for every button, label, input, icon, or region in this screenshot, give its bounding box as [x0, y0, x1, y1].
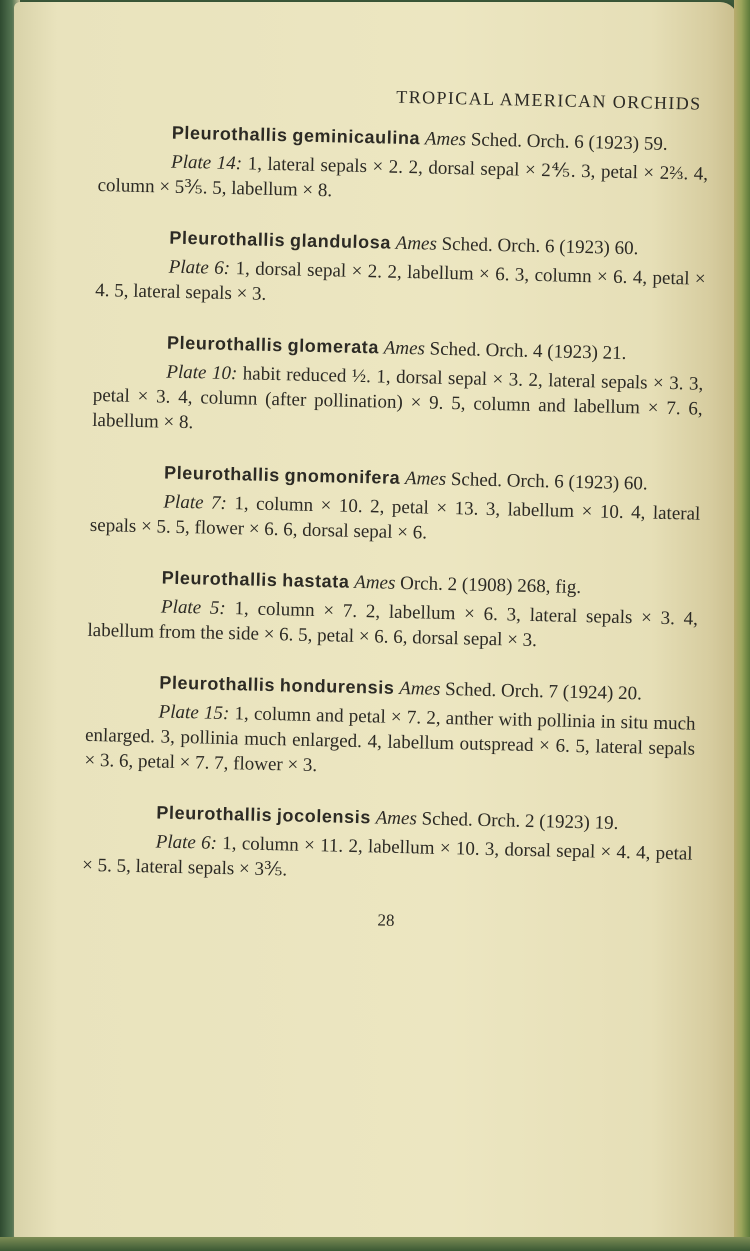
species-epithet: glomerata [287, 335, 380, 358]
species-entry [92, 329, 704, 447]
plate-label: Plate 6: [155, 831, 218, 854]
page-edge-bottom [0, 1237, 750, 1251]
plate-text: 1, lateral sepals × 2. 2, dorsal sepal × 2⅘. 3, petal × 2⅔. 4, column × 5⅗. 5, labellum × 8. [97, 153, 709, 202]
citation: Sched. Orch. 6 (1923) 59. [470, 129, 668, 155]
author-name: Ames [383, 337, 426, 360]
page-number: 28 [377, 910, 395, 930]
genus-name: Pleurothallis [163, 462, 281, 486]
author-name: Ames [375, 807, 418, 830]
plate-label: Plate 5: [160, 596, 226, 619]
author-name: Ames [395, 232, 438, 255]
species-entry [87, 564, 699, 657]
species-epithet: hondurensis [279, 675, 395, 698]
species-epithet: glandulosa [289, 230, 392, 253]
citation: Sched. Orch. 4 (1923) 21. [429, 338, 627, 365]
genus-name: Pleurothallis [161, 567, 278, 591]
plate-text: 1, column × 11. 2, labellum × 10. 3, dorsal sepal × 4. 4, petal × 5. 5, lateral sepals × 3⅗. [81, 832, 693, 881]
plate-label: Plate 15: [158, 701, 230, 725]
plate-label: Plate 6: [168, 256, 231, 279]
genus-name: Pleurothallis [166, 332, 284, 356]
plate-text: 1, column × 10. 2, petal × 13. 3, labellum × 10. 4, lateral sepals × 5. 5, flower × 6. 6, dorsal sepal × 6. [89, 493, 701, 544]
citation: Sched. Orch. 2 (1923) 19. [421, 808, 619, 834]
species-entry [97, 119, 709, 212]
author-name: Ames [404, 468, 447, 490]
plate-label: Plate 10: [166, 361, 238, 385]
plate-text: 1, dorsal sepal × 2. 2, labellum × 6. 3, column × 6. 4, petal × 4. 5, lateral sepals × 3. [94, 258, 706, 305]
species-entry [95, 224, 707, 317]
citation: Sched. Orch. 6 (1923) 60. [450, 469, 648, 495]
species-entry [84, 669, 696, 787]
citation: Sched. Orch. 6 (1923) 60. [441, 233, 639, 260]
plate-description [82, 828, 693, 892]
plate-description [97, 148, 708, 212]
page-edge-right [734, 0, 750, 1251]
plate-description [84, 698, 696, 787]
entry-list [82, 119, 709, 892]
species-epithet: geminicaulina [292, 125, 421, 149]
species-epithet: gnomonifera [284, 465, 401, 488]
plate-text: habit reduced ½. 1, dorsal sepal × 3. 2, lateral sepals × 3. 3, petal × 3. 4, column (after pollination) × 9. 5, column and labellum × 7. 6, labellum × 8. [92, 363, 704, 434]
species-epithet: hastata [282, 570, 350, 592]
genus-name: Pleurothallis [156, 802, 273, 826]
citation: Orch. 2 (1908) 268, fig. [399, 572, 582, 599]
plate-description [87, 593, 698, 657]
plate-text: 1, column × 7. 2, labellum × 6. 3, lateral sepals × 3. 4, labellum from the side × 6. 5, petal × 6. 6, dorsal sepal × 3. [87, 598, 699, 652]
page-content [81, 80, 710, 938]
genus-name: Pleurothallis [159, 672, 276, 696]
species-entry [82, 799, 694, 892]
plate-description [90, 488, 701, 552]
author-name: Ames [353, 571, 396, 594]
plate-description [92, 358, 704, 447]
author-name: Ames [424, 128, 467, 151]
genus-name: Pleurothallis [169, 227, 286, 251]
citation: Sched. Orch. 7 (1924) 20. [444, 678, 643, 705]
author-name: Ames [398, 677, 441, 700]
plate-text: 1, column and petal × 7. 2, anther with pollinia in situ much enlarged. 3, pollinia much enlarged. 4, labellum outspread × 6. 5, lateral sepals × 3. 6, petal × 7. 7, flower × 3. [84, 703, 696, 777]
species-entry [90, 459, 702, 552]
plate-label: Plate 14: [170, 151, 243, 175]
running-head: TROPICAL AMERICAN ORCHIDS [396, 86, 702, 114]
genus-name: Pleurothallis [171, 122, 288, 146]
plate-description [95, 253, 706, 317]
plate-label: Plate 7: [163, 491, 228, 514]
species-epithet: jocolensis [276, 805, 372, 828]
